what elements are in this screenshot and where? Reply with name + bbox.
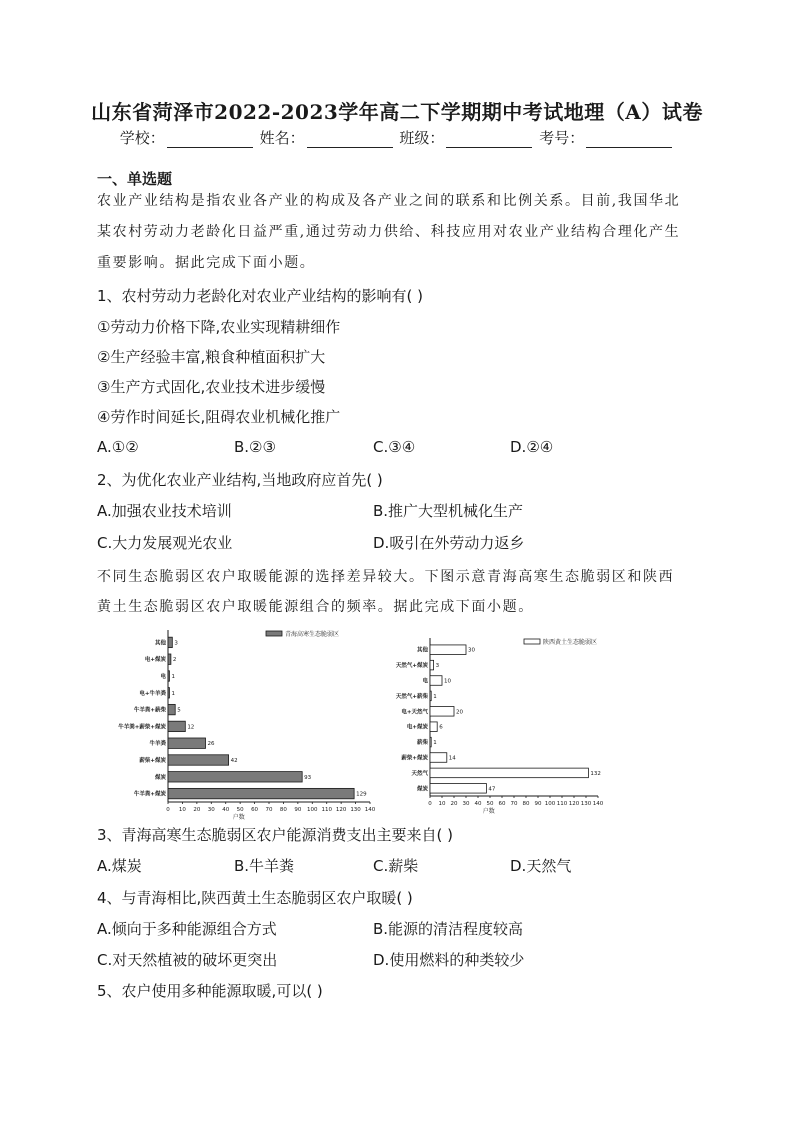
left-x-tick-label: 30 xyxy=(207,807,215,813)
exam-title: 山东省菏泽市2022-2023学年高二下学期期中考试地理（A）试卷 xyxy=(91,100,703,124)
right-category-label: 天然气+煤炭 xyxy=(395,663,428,670)
left-value-label: 26 xyxy=(207,741,215,748)
left-bar xyxy=(168,688,169,698)
passage-1-line-3: 重要影响。据此完成下面小题。 xyxy=(97,255,316,271)
right-category-label: 天然气 xyxy=(411,770,428,777)
right-x-tick-label: 0 xyxy=(428,801,432,807)
left-category-label: 电+牛羊粪 xyxy=(139,690,166,697)
passage-1-line-2: 某农村劳动力老龄化日益严重,通过劳动力供给、科技应用对农业产业结构合理化产生 xyxy=(97,224,681,240)
right-bar xyxy=(430,722,437,732)
q1-option-c[interactable]: C.③④ xyxy=(373,438,416,456)
right-x-tick-label: 80 xyxy=(522,801,530,807)
right-bar xyxy=(430,768,588,778)
passage-1-line-1: 农业产业结构是指农业各产业的构成及各产业之间的联系和比例关系。目前,我国华北 xyxy=(97,193,681,209)
left-x-tick-label: 90 xyxy=(294,807,302,813)
right-legend-swatch xyxy=(524,639,540,644)
school-label: 学校： xyxy=(119,129,165,147)
left-value-label: 12 xyxy=(187,724,195,731)
section-heading: 一、单选题 xyxy=(97,170,173,188)
class-blank[interactable] xyxy=(446,133,532,148)
right-category-label: 电+天然气 xyxy=(401,709,428,716)
question-1-item-2: ②生产经验丰富,粮食种植面积扩大 xyxy=(97,348,326,366)
left-x-tick-label: 100 xyxy=(307,807,318,813)
right-category-label: 其他 xyxy=(416,647,428,654)
question-5-stem: 5、农户使用多种能源取暖,可以( ) xyxy=(97,982,323,1000)
q2-option-a[interactable]: A.加强农业技术培训 xyxy=(97,502,232,520)
left-category-label: 煤炭 xyxy=(154,774,166,781)
right-category-label: 薪柴+煤炭 xyxy=(401,755,428,762)
right-category-label: 电+煤炭 xyxy=(406,724,428,731)
energy-charts xyxy=(108,628,708,821)
right-bar xyxy=(430,676,442,686)
left-x-tick-label: 70 xyxy=(265,807,273,813)
left-x-tick-label: 80 xyxy=(279,807,287,813)
right-x-tick-label: 50 xyxy=(486,801,494,807)
q3-option-b[interactable]: B.牛羊粪 xyxy=(234,857,295,875)
left-category-label: 薪柴+煤炭 xyxy=(139,758,166,764)
right-category-label: 薪柴 xyxy=(416,740,428,747)
left-x-tick-label: 20 xyxy=(193,807,201,813)
left-x-tick-label: 60 xyxy=(251,807,259,813)
q2-option-d[interactable]: D.吸引在外劳动力返乡 xyxy=(373,534,525,552)
left-bar xyxy=(168,772,302,782)
right-bar xyxy=(430,737,431,747)
left-x-axis-label: 户数 xyxy=(232,814,245,821)
left-category-label: 牛羊粪+煤炭 xyxy=(133,791,166,798)
left-bar xyxy=(168,704,175,714)
question-4-stem: 4、与青海相比,陕西黄土生态脆弱区农户取暖( ) xyxy=(97,889,413,907)
q4-option-b[interactable]: B.能源的清洁程度较高 xyxy=(373,920,524,938)
right-bar xyxy=(430,645,466,655)
question-1-item-1: ①劳动力价格下降,农业实现精耕细作 xyxy=(97,318,341,336)
shaanxi-energy-bar-chart xyxy=(395,628,708,818)
q3-option-d[interactable]: D.天然气 xyxy=(510,857,572,875)
left-x-tick-label: 40 xyxy=(222,807,230,813)
left-value-label: 1 xyxy=(171,690,175,697)
left-legend-swatch xyxy=(266,631,282,636)
q3-option-c[interactable]: C.薪柴 xyxy=(373,857,419,875)
right-x-tick-label: 20 xyxy=(450,801,458,807)
right-bar xyxy=(430,660,434,670)
right-bar xyxy=(430,707,454,717)
left-value-label: 42 xyxy=(230,758,238,764)
right-bar xyxy=(430,691,431,701)
right-value-label: 132 xyxy=(590,770,601,777)
left-category-label: 牛羊粪+薪柴 xyxy=(133,707,166,714)
exam-no-blank[interactable] xyxy=(586,133,672,148)
left-bar xyxy=(168,637,172,647)
q4-option-a[interactable]: A.倾向于多种能源组合方式 xyxy=(97,920,277,938)
right-x-tick-label: 90 xyxy=(534,801,542,807)
left-category-label: 电 xyxy=(160,674,166,680)
name-blank[interactable] xyxy=(307,133,393,148)
question-1-item-3: ③生产方式固化,农业技术进步缓慢 xyxy=(97,378,326,396)
left-value-label: 3 xyxy=(174,640,178,647)
right-value-label: 10 xyxy=(444,678,451,685)
right-value-label: 3 xyxy=(435,663,440,670)
question-1-stem: 1、农村劳动力老龄化对农业产业结构的影响有( ) xyxy=(97,287,424,305)
name-label: 姓名： xyxy=(259,129,305,147)
right-category-label: 天然气+薪柴 xyxy=(395,693,428,700)
left-category-label: 电+煤炭 xyxy=(144,657,166,664)
right-value-label: 30 xyxy=(468,647,475,654)
left-bar xyxy=(168,721,185,731)
right-x-tick-label: 120 xyxy=(568,801,580,807)
right-x-tick-label: 140 xyxy=(592,801,604,807)
right-x-tick-label: 70 xyxy=(510,801,518,807)
right-value-label: 1 xyxy=(433,740,437,747)
right-value-label: 1 xyxy=(433,693,437,700)
right-x-tick-label: 110 xyxy=(556,801,568,807)
q1-option-b[interactable]: B.②③ xyxy=(234,438,276,456)
left-category-label: 牛羊粪 xyxy=(149,741,166,748)
right-bar xyxy=(430,753,447,763)
right-x-tick-label: 100 xyxy=(544,801,556,807)
right-bar xyxy=(430,784,486,794)
left-value-label: 5 xyxy=(177,707,181,714)
q2-option-c[interactable]: C.大力发展观光农业 xyxy=(97,534,233,552)
passage-2-line-2: 黄土生态脆弱区农户取暖能源组合的频率。据此完成下面小题。 xyxy=(97,599,534,615)
left-x-tick-label: 130 xyxy=(350,807,361,813)
right-value-label: 6 xyxy=(439,724,443,731)
class-label: 班级： xyxy=(399,129,445,147)
left-x-tick-label: 0 xyxy=(166,807,170,813)
left-category-label: 牛羊粪+薪柴+煤炭 xyxy=(118,724,166,731)
left-x-tick-label: 10 xyxy=(178,807,186,813)
q4-option-d[interactable]: D.使用燃料的种类较少 xyxy=(373,951,525,969)
left-x-tick-label: 140 xyxy=(364,807,376,813)
right-value-label: 47 xyxy=(488,786,496,793)
left-bar xyxy=(168,671,169,681)
q1-option-a[interactable]: A.①② xyxy=(97,438,139,456)
left-x-tick-label: 50 xyxy=(236,807,244,813)
left-bar xyxy=(168,788,354,798)
right-x-tick-label: 40 xyxy=(474,801,482,807)
left-legend-text: 青海高寒生态脆弱区 xyxy=(285,631,340,638)
left-x-tick-label: 110 xyxy=(321,807,332,813)
q3-option-a[interactable]: A.煤炭 xyxy=(97,857,142,875)
right-x-tick-label: 130 xyxy=(580,801,592,807)
right-x-tick-label: 30 xyxy=(462,801,470,807)
exam-no-label: 考号： xyxy=(539,129,585,147)
school-blank[interactable] xyxy=(167,133,253,148)
right-legend-text: 陕西黄土生态脆弱区 xyxy=(543,639,598,646)
left-value-label: 93 xyxy=(304,774,312,781)
left-bar xyxy=(168,738,206,748)
right-x-tick-label: 60 xyxy=(498,801,506,807)
left-value-label: 129 xyxy=(356,791,367,798)
question-2-stem: 2、为优化农业产业结构,当地政府应首先( ) xyxy=(97,471,383,489)
left-x-tick-label: 120 xyxy=(335,807,347,813)
student-info-row xyxy=(0,127,794,148)
left-value-label: 2 xyxy=(172,657,177,664)
question-3-stem: 3、青海高寒生态脆弱区农户能源消费支出主要来自( ) xyxy=(97,826,454,844)
right-category-label: 煤炭 xyxy=(416,786,428,793)
q4-option-c[interactable]: C.对天然植被的破坏更突出 xyxy=(97,951,278,969)
left-bar xyxy=(168,755,229,765)
right-x-axis-label: 户数 xyxy=(482,808,495,815)
left-bar xyxy=(168,654,171,664)
question-1-item-4: ④劳作时间延长,阻碍农业机械化推广 xyxy=(97,408,341,426)
q1-option-d[interactable]: D.②④ xyxy=(510,438,554,456)
right-x-tick-label: 10 xyxy=(438,801,446,807)
passage-2-line-1: 不同生态脆弱区农户取暖能源的选择差异较大。下图示意青海高寒生态脆弱区和陕西 xyxy=(97,569,675,585)
right-value-label: 14 xyxy=(448,755,456,762)
q2-option-b[interactable]: B.推广大型机械化生产 xyxy=(373,502,524,520)
left-category-label: 其他 xyxy=(154,640,166,647)
right-category-label: 电 xyxy=(422,678,428,685)
left-value-label: 1 xyxy=(171,674,175,680)
qinghai-energy-bar-chart xyxy=(108,628,398,821)
right-value-label: 20 xyxy=(456,709,463,716)
